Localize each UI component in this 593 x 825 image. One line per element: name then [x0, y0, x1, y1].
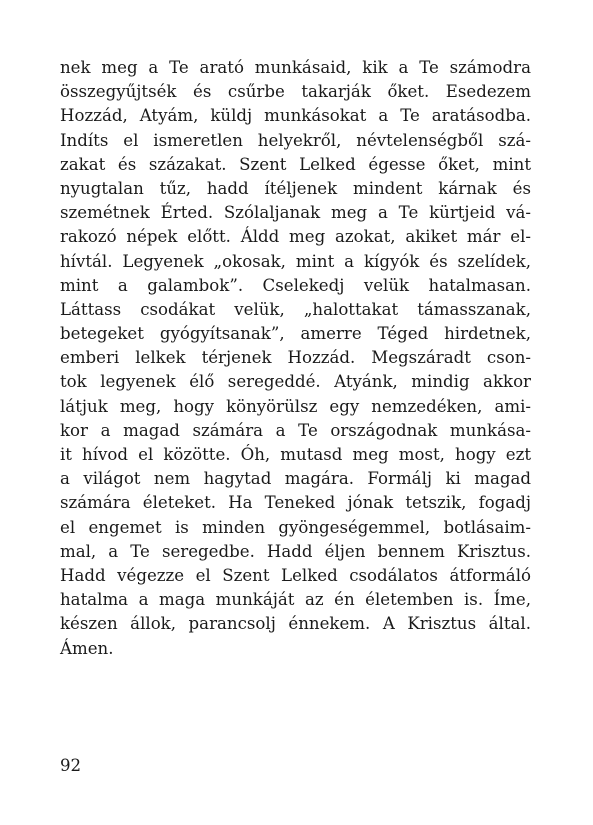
- text-line: kor a magad számára a Te országodnak munkása-: [60, 420, 531, 440]
- text-line: Hadd végezze el Szent Lelked csodálatos átformáló: [60, 565, 531, 585]
- text-line: készen állok, parancsolj énnekem. A Krisztus által.: [60, 614, 531, 634]
- text-line: mint a galambok”. Cselekedj velük hatalmasan.: [60, 275, 531, 295]
- text-line: Hozzád, Atyám, küldj munkásokat a Te aratásodba.: [60, 106, 531, 126]
- text-line: Indíts el ismeretlen helyekről, névtelenségből szá-: [60, 130, 531, 150]
- text-line: számára életeket. Ha Teneked jónak tetszik, fogadj: [60, 493, 531, 513]
- text-line: zakat és százakat. Szent Lelked égesse őket, mint: [60, 154, 531, 174]
- text-line: rakozó népek előtt. Áldd meg azokat, akiket már el-: [60, 227, 531, 247]
- text-line: betegeket gyógyítsanak”, amerre Téged hirdetnek,: [60, 324, 531, 344]
- text-line: emberi lelkek térjenek Hozzád. Megszáradt cson-: [60, 348, 531, 368]
- text-line: a világot nem hagytad magára. Formálj ki magad: [60, 469, 531, 489]
- text-line: Láttass csodákat velük, „halottakat támasszanak,: [60, 299, 531, 319]
- page-number: 92: [60, 756, 82, 775]
- text-line-last: Ámen.: [60, 638, 114, 658]
- text-line: mal, a Te seregedbe. Hadd éljen bennem Krisztus.: [60, 541, 531, 561]
- text-line: hívtál. Legyenek „okosak, mint a kígyók és szelídek,: [60, 251, 531, 271]
- text-line: nyugtalan tűz, hadd ítéljenek mindent kárnak és: [60, 178, 531, 198]
- text-line: összegyűjtsék és csűrbe takarják őket. Esedezem: [60, 82, 531, 102]
- text-line: látjuk meg, hogy könyörülsz egy nemzedéken, ami-: [60, 396, 531, 416]
- text-line: el engemet is minden gyöngeségemmel, botlásaim-: [60, 517, 531, 537]
- text-line: tok legyenek élő seregeddé. Atyánk, mindig akkor: [60, 372, 531, 392]
- text-line: hatalma a maga munkáját az én életemben is. Íme,: [60, 590, 531, 610]
- text-line: szemétnek Érted. Szólaljanak meg a Te kürtjeid vá-: [60, 203, 531, 223]
- text-line: it hívod el közötte. Óh, mutasd meg most, hogy ezt: [60, 445, 531, 464]
- text-line: nek meg a Te arató munkásaid, kik a Te számodra: [60, 58, 531, 77]
- body-text: [60, 56, 531, 661]
